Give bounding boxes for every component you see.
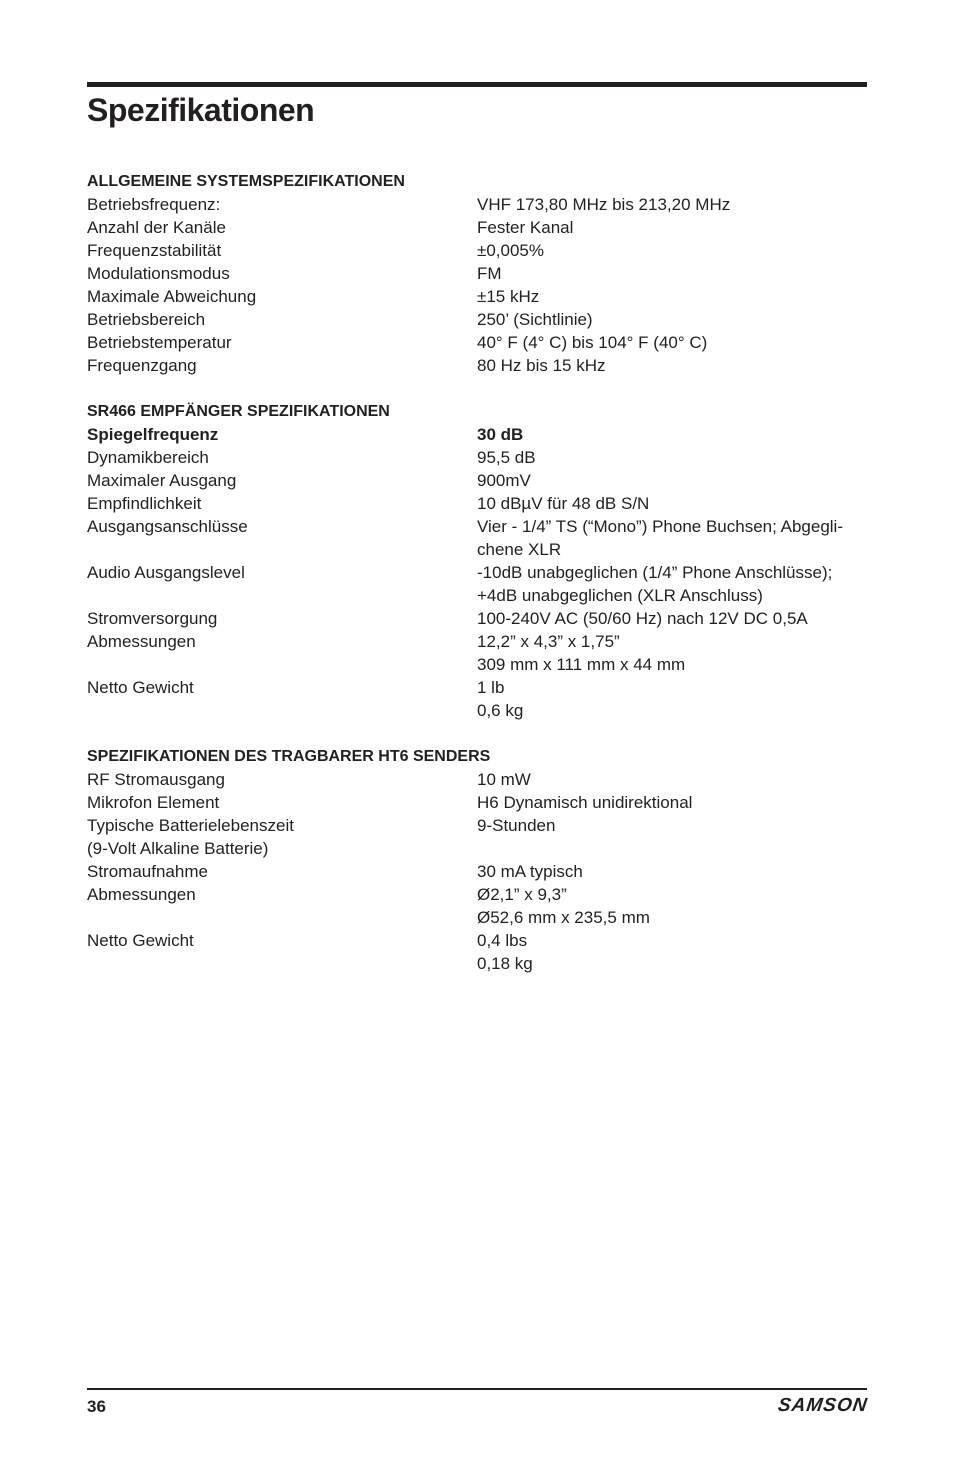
spec-label-line: Anzahl der Kanäle	[87, 218, 226, 237]
spec-value-line: 12,2” x 4,3” x 1,75”	[477, 632, 620, 651]
spec-value	[477, 354, 867, 377]
spec-value-line: chene XLR	[477, 540, 562, 559]
spec-value-line: 250’ (Sichtlinie)	[477, 310, 593, 329]
spec-row	[87, 860, 867, 883]
spec-label-line: RF Stromausgang	[87, 770, 225, 789]
spec-value	[477, 607, 867, 630]
spec-value	[477, 860, 867, 883]
spec-row	[87, 423, 867, 446]
spec-value	[477, 446, 867, 469]
spec-value	[477, 630, 867, 676]
spec-value-line: Vier - 1/4” TS (“Mono”) Phone Buchsen; Abgegli-	[477, 517, 843, 536]
spec-label-line: Betriebstemperatur	[87, 333, 232, 352]
spec-label-line: Abmessungen	[87, 885, 196, 904]
spec-label-line: Ausgangsanschlüsse	[87, 517, 248, 536]
spec-value-line: 900mV	[477, 471, 531, 490]
spec-label	[87, 607, 477, 630]
spec-row	[87, 492, 867, 515]
spec-value	[477, 423, 867, 446]
spec-label-line: Modulationsmodus	[87, 264, 230, 283]
spec-value	[477, 492, 867, 515]
spec-label	[87, 791, 477, 814]
spec-value-line: 1 lb	[477, 678, 505, 697]
spec-value	[477, 561, 867, 607]
spec-value	[477, 469, 867, 492]
spec-label-line: Typische Batterielebenszeit	[87, 816, 294, 835]
spec-row	[87, 607, 867, 630]
spec-row	[87, 929, 867, 975]
spec-value-line: ±15 kHz	[477, 287, 540, 306]
page-number: 36	[87, 1397, 106, 1416]
spec-row	[87, 561, 867, 607]
spec-label	[87, 929, 477, 975]
spec-row	[87, 791, 867, 814]
spec-label	[87, 630, 477, 676]
spec-value	[477, 814, 867, 860]
spec-value	[477, 331, 867, 354]
spec-value-line: 9-Stunden	[477, 816, 556, 835]
spec-row	[87, 216, 867, 239]
spec-label-line: Dynamikbereich	[87, 448, 209, 467]
spec-value-line: Ø2,1” x 9,3”	[477, 885, 567, 904]
spec-label	[87, 239, 477, 262]
spec-value	[477, 193, 867, 216]
spec-value-line: 30 dB	[477, 425, 524, 444]
spec-value-line: FM	[477, 264, 502, 283]
spec-label-line: Mikrofon Element	[87, 793, 220, 812]
spec-row	[87, 285, 867, 308]
spec-row	[87, 193, 867, 216]
spec-row	[87, 308, 867, 331]
section-heading: ALLGEMEINE SYSTEMSPEZIFIKATIONEN	[87, 173, 405, 190]
spec-value-line: 10 mW	[477, 770, 531, 789]
spec-row	[87, 515, 867, 561]
spec-value-line: 80 Hz bis 15 kHz	[477, 356, 606, 375]
bottom-rule	[87, 1388, 867, 1390]
spec-row	[87, 768, 867, 791]
spec-row	[87, 354, 867, 377]
spec-row	[87, 331, 867, 354]
spec-value	[477, 929, 867, 975]
spec-value-line: 0,4 lbs	[477, 931, 528, 950]
spec-value-line: H6 Dynamisch unidirektional	[477, 793, 693, 812]
spec-row	[87, 630, 867, 676]
spec-label-line: Stromversorgung	[87, 609, 218, 628]
spec-value	[477, 216, 867, 239]
top-rule	[87, 82, 867, 87]
spec-value-line: +4dB unabgeglichen (XLR Anschluss)	[477, 586, 763, 605]
spec-label	[87, 883, 477, 929]
spec-label	[87, 814, 477, 860]
spec-label	[87, 193, 477, 216]
spec-row	[87, 676, 867, 722]
spec-value	[477, 262, 867, 285]
spec-label	[87, 446, 477, 469]
spec-row	[87, 446, 867, 469]
spec-label	[87, 469, 477, 492]
spec-label	[87, 331, 477, 354]
spec-value-line: 95,5 dB	[477, 448, 536, 467]
spec-label	[87, 354, 477, 377]
spec-section	[87, 400, 867, 722]
spec-label-line: Spiegelfrequenz	[87, 425, 219, 444]
spec-label-line: Frequenzstabilität	[87, 241, 222, 260]
spec-value-line: 40° F (4° C) bis 104° F (40° C)	[477, 333, 708, 352]
spec-row	[87, 814, 867, 860]
spec-label	[87, 860, 477, 883]
spec-label-line: Netto Gewicht	[87, 678, 194, 697]
spec-label-line: Betriebsbereich	[87, 310, 206, 329]
spec-label	[87, 676, 477, 722]
spec-value	[477, 676, 867, 722]
spec-value-line: 0,6 kg	[477, 701, 524, 720]
spec-label-line: Empfindlichkeit	[87, 494, 202, 513]
spec-label	[87, 285, 477, 308]
spec-label-line: Maximaler Ausgang	[87, 471, 237, 490]
spec-label	[87, 515, 477, 561]
spec-value-line: Fester Kanal	[477, 218, 574, 237]
samson-logo: SAMSON	[776, 1395, 869, 1416]
spec-value	[477, 768, 867, 791]
spec-row	[87, 883, 867, 929]
spec-value-line: 309 mm x 111 mm x 44 mm	[477, 655, 686, 674]
spec-section	[87, 170, 867, 377]
spec-section	[87, 745, 867, 975]
spec-value	[477, 883, 867, 929]
spec-label-line: Audio Ausgangslevel	[87, 563, 245, 582]
spec-value	[477, 791, 867, 814]
spec-value-line: ±0,005%	[477, 241, 544, 260]
spec-value	[477, 308, 867, 331]
spec-value-line: 100-240V AC (50/60 Hz) nach 12V DC 0,5A	[477, 609, 808, 628]
spec-sections	[87, 170, 867, 998]
spec-value-line: -10dB unabgeglichen (1/4” Phone Anschlüsse);	[477, 563, 833, 582]
section-heading: SR466 EMPFÄNGER SPEZIFIKATIONEN	[87, 403, 390, 420]
spec-row	[87, 239, 867, 262]
spec-value	[477, 239, 867, 262]
spec-value	[477, 515, 867, 561]
spec-value-line: 0,18 kg	[477, 954, 533, 973]
spec-label-line: (9-Volt Alkaline Batterie)	[87, 839, 269, 858]
spec-value-line: 30 mA typisch	[477, 862, 583, 881]
spec-value-line: Ø52,6 mm x 235,5 mm	[477, 908, 650, 927]
spec-label-line: Betriebsfrequenz:	[87, 195, 221, 214]
section-heading: SPEZIFIKATIONEN DES TRAGBARER HT6 SENDERS	[87, 748, 491, 765]
spec-label	[87, 216, 477, 239]
spec-label-line: Stromaufnahme	[87, 862, 208, 881]
spec-value	[477, 285, 867, 308]
spec-label	[87, 262, 477, 285]
spec-label	[87, 423, 477, 446]
spec-label	[87, 308, 477, 331]
spec-label	[87, 768, 477, 791]
spec-label-line: Abmessungen	[87, 632, 196, 651]
spec-label-line: Frequenzgang	[87, 356, 197, 375]
spec-row	[87, 262, 867, 285]
spec-label	[87, 561, 477, 607]
spec-label-line: Maximale Abweichung	[87, 287, 257, 306]
spec-label	[87, 492, 477, 515]
page-title: Spezifikationen	[87, 92, 315, 128]
spec-value-line: VHF 173,80 MHz bis 213,20 MHz	[477, 195, 731, 214]
spec-row	[87, 469, 867, 492]
spec-label-line: Netto Gewicht	[87, 931, 194, 950]
spec-value-line: 10 dBµV für 48 dB S/N	[477, 494, 650, 513]
